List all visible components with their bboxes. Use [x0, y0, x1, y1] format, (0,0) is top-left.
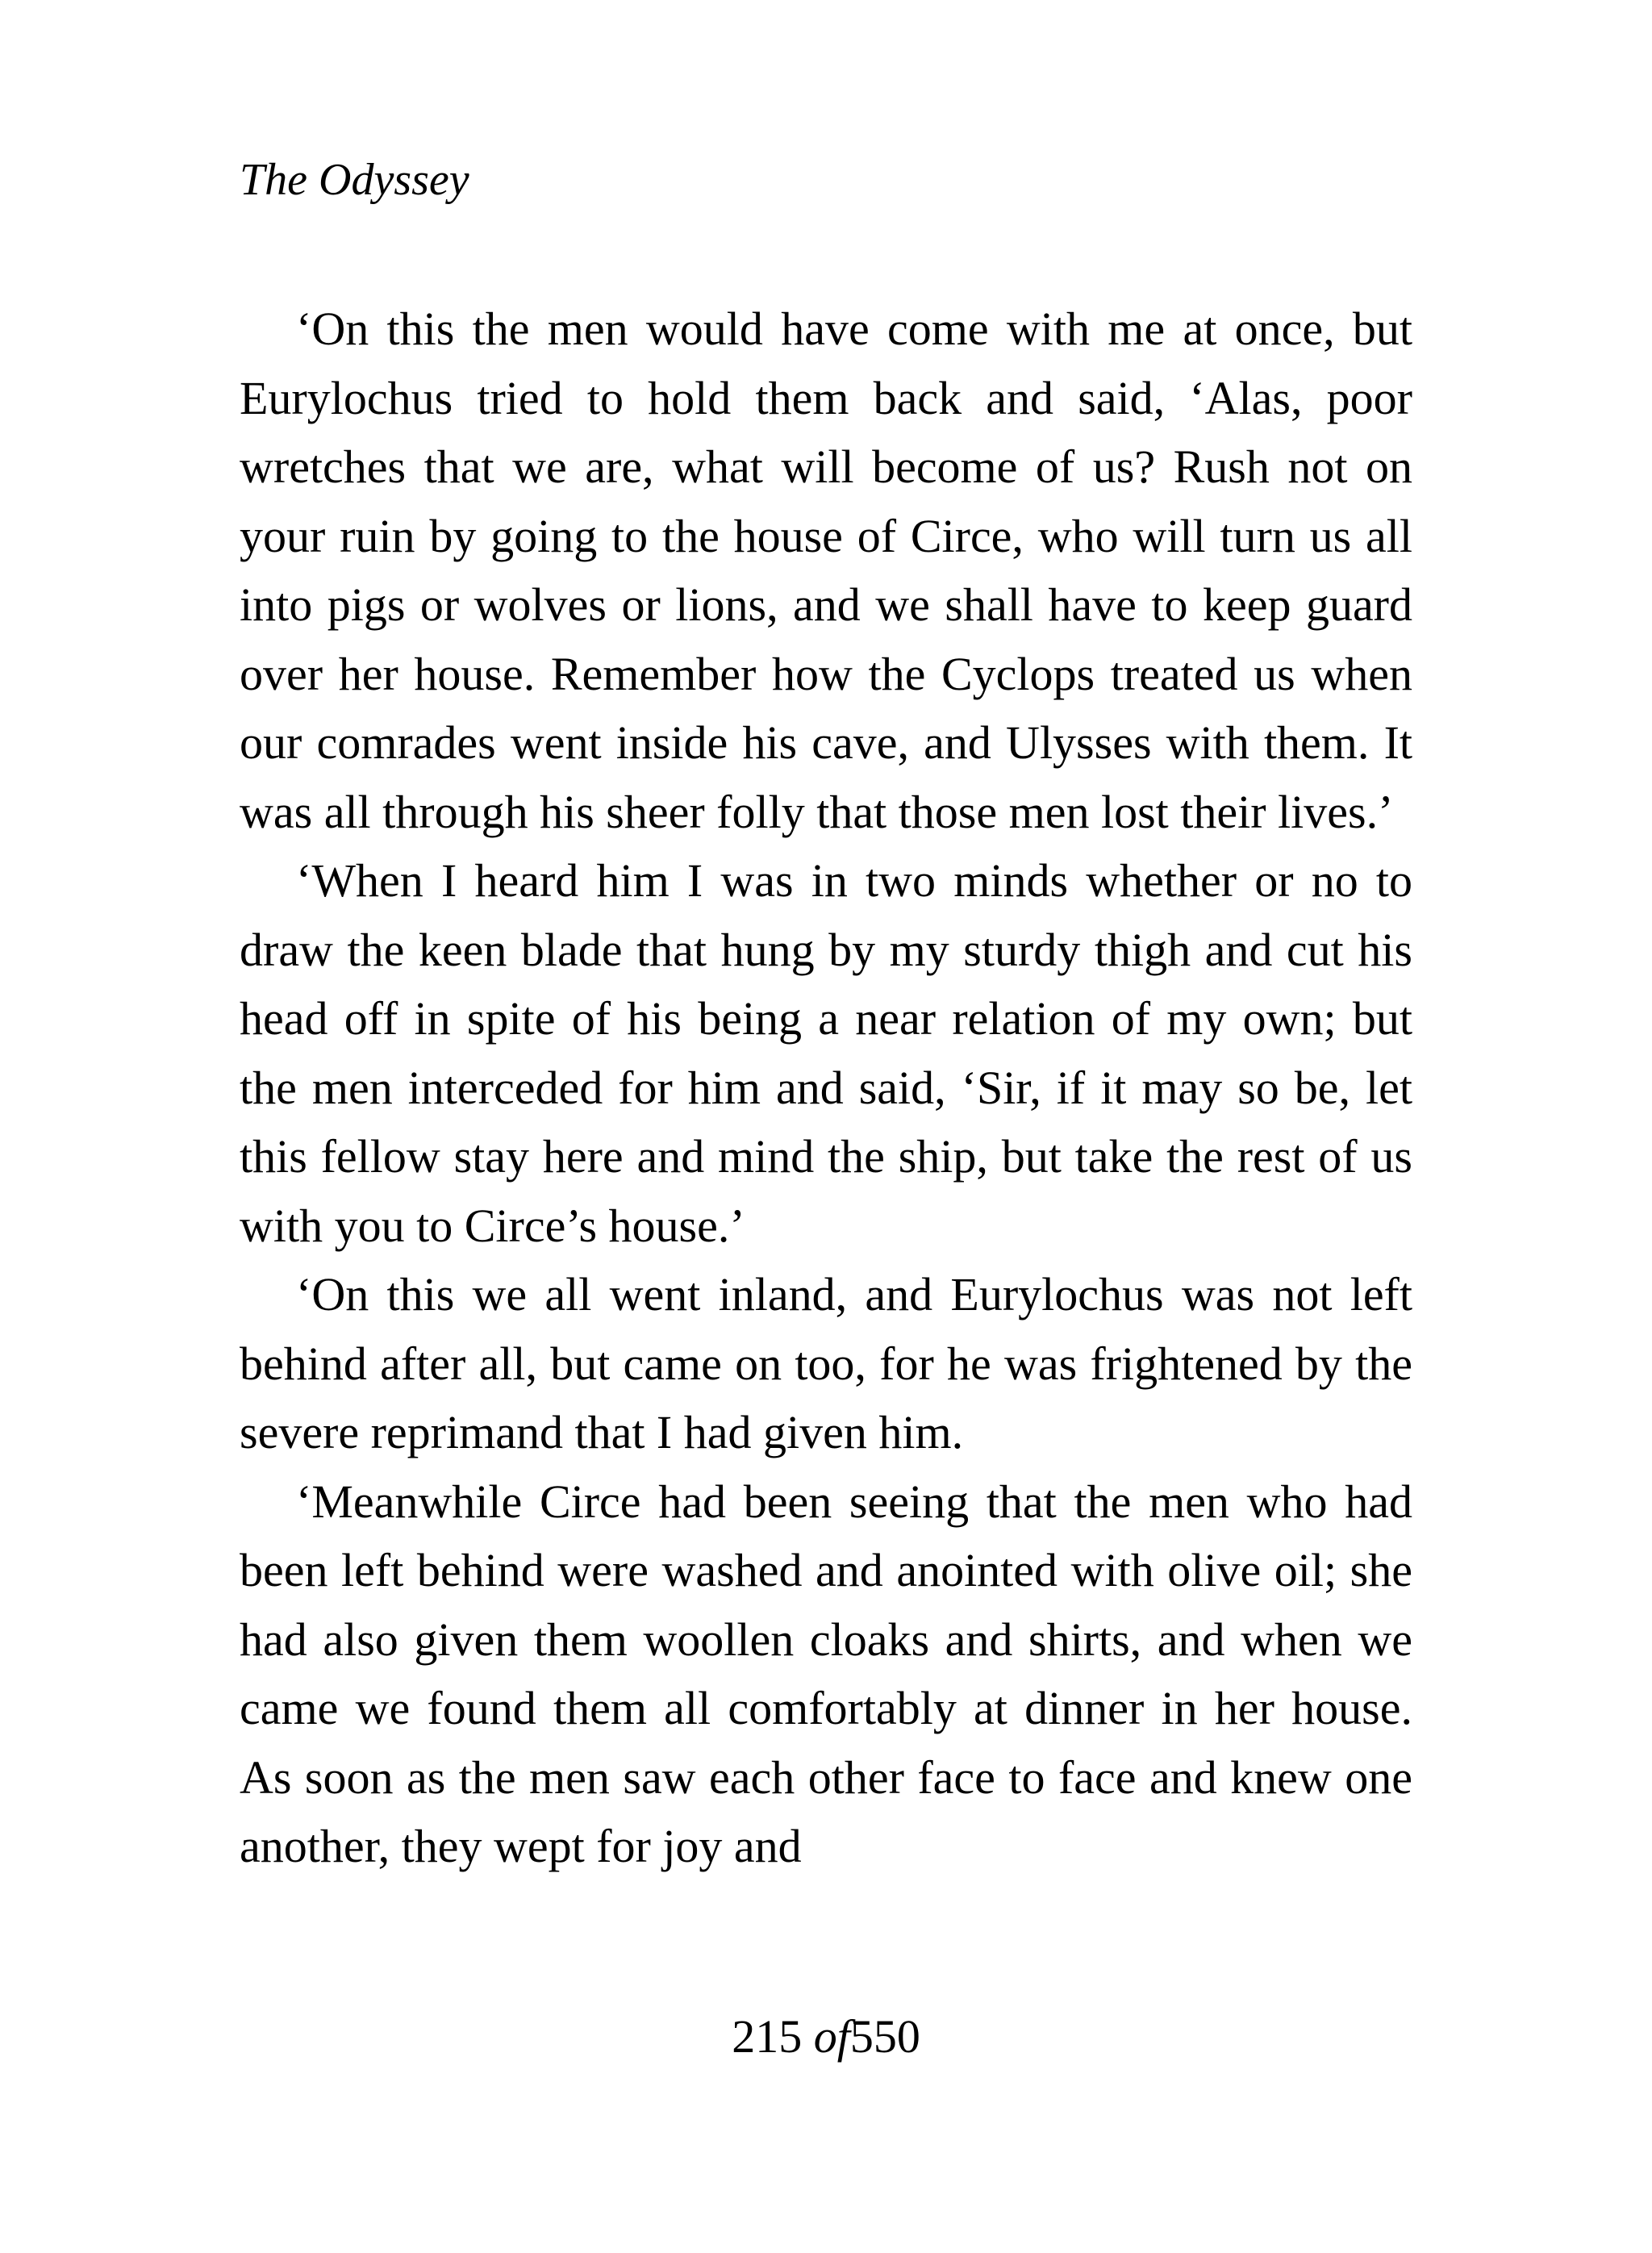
- paragraph-3: ‘On this we all went inland, and Eurylochus was not left behind after all, but came on too, for he was frightened by the severe reprimand that I had given him.: [240, 1268, 1412, 1458]
- page-number: [0, 2005, 1652, 2069]
- paragraph-4: ‘Meanwhile Circe had been seeing that the men who had been left behind were washed and anointed with olive oil; she had also given them woollen cloaks and shirts, and when we came we found them all comfortably at dinner in her house. As soon as the men saw each other face to face and knew one another, they wept for joy and: [240, 1475, 1412, 1872]
- page-of-word: of: [813, 2010, 850, 2063]
- paragraph-1: ‘On this the men would have come with me at once, but Eurylochus tried to hold them back and said, ‘Alas, poor wretches that we are, what will become of us? Rush not on your ruin by going to the house of Circe, who will turn us all into pigs or wolves or lions, and we shall have to keep guard over her house. Remember how the Cyclops treated us when our comrades went inside his cave, and Ulysses with them. It was all through his sheer folly that those men lost their lives.’: [240, 302, 1412, 838]
- current-page-number: 215: [732, 2010, 803, 2063]
- running-header-title: The Odyssey: [240, 155, 469, 205]
- body-text: [240, 294, 1412, 1881]
- paragraph-2: ‘When I heard him I was in two minds whether or no to draw the keen blade that hung by my sturdy thigh and cut his head off in spite of his being a near relation of my own; but the men interceded for him and said, ‘Sir, if it may so be, let this fellow stay here and mind the ship, but take the rest of us with you to Circe’s house.’: [240, 854, 1412, 1252]
- total-page-count: 550: [849, 2010, 920, 2063]
